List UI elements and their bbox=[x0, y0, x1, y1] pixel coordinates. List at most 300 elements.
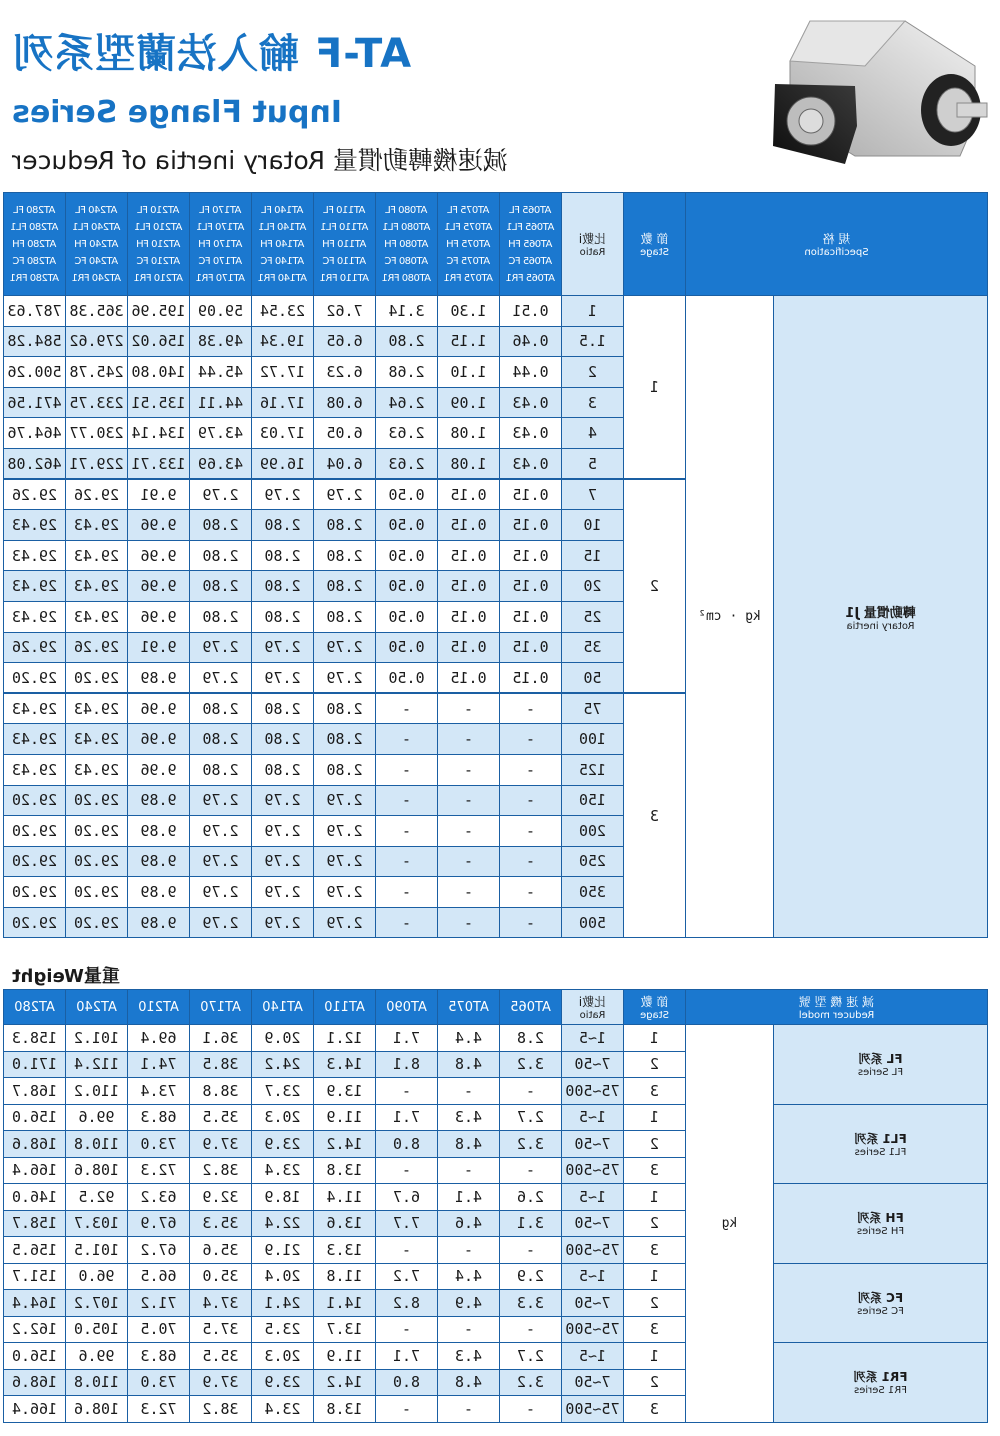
value-cell: 69.4 bbox=[127, 1025, 189, 1052]
ratio-cell: 25 bbox=[562, 601, 624, 632]
model-header bbox=[438, 193, 500, 296]
model-name: AT080 FL bbox=[385, 204, 428, 216]
value-cell: - bbox=[438, 907, 500, 938]
ratio-cell: 1.5 bbox=[562, 326, 624, 357]
model-name: AT170 FR1 bbox=[196, 272, 246, 284]
ratio-cell: 5 bbox=[562, 448, 624, 479]
value-cell: 4.8 bbox=[437, 1369, 499, 1396]
model-header: AT210 bbox=[127, 990, 189, 1025]
model-name: AT110 FL1 bbox=[320, 221, 369, 233]
model-name: AT210 FL1 bbox=[134, 221, 183, 233]
value-cell: 2.79 bbox=[190, 907, 252, 938]
model-name: AT075 FL1 bbox=[444, 221, 493, 233]
model-name: AT075 FH bbox=[446, 238, 491, 250]
stage-header-en: Stage bbox=[640, 247, 669, 258]
value-cell: 35.0 bbox=[189, 1263, 251, 1290]
inertia-table-title: 減速機轉動慣量 Rotary inertia of Reducer bbox=[12, 146, 508, 175]
value-cell: 29.43 bbox=[4, 754, 66, 785]
model-name: AT240 FR1 bbox=[72, 272, 122, 284]
value-cell: 13.6 bbox=[313, 1210, 375, 1237]
value-cell: 2.7 bbox=[499, 1343, 561, 1370]
value-cell: 166.4 bbox=[3, 1396, 65, 1423]
stage-header bbox=[624, 193, 686, 296]
reducer-model-header-cn: 減 速 機 型 號 bbox=[798, 995, 875, 1009]
value-cell: 0.15 bbox=[500, 571, 562, 602]
model-header: AT280 bbox=[3, 990, 65, 1025]
value-cell: 4.4 bbox=[437, 1025, 499, 1052]
value-cell: 8.1 bbox=[375, 1051, 437, 1078]
value-cell: 20.4 bbox=[251, 1263, 313, 1290]
value-cell: 8.0 bbox=[375, 1131, 437, 1158]
model-name: AT280 FH bbox=[12, 238, 57, 250]
value-cell: 171.0 bbox=[3, 1051, 65, 1078]
value-cell: 9.96 bbox=[128, 540, 190, 571]
model-name: AT080 FR1 bbox=[382, 272, 432, 284]
ratio-cell: 75~500 bbox=[561, 1316, 623, 1343]
ratio-cell: 75~500 bbox=[561, 1237, 623, 1264]
ratio-cell: 75~500 bbox=[561, 1396, 623, 1423]
value-cell: - bbox=[500, 816, 562, 847]
value-cell: 73.0 bbox=[127, 1131, 189, 1158]
ratio-header bbox=[562, 193, 624, 296]
stage-header bbox=[623, 990, 685, 1025]
model-name: AT140 FC bbox=[260, 255, 305, 267]
ratio-cell: 1~5 bbox=[561, 1184, 623, 1211]
value-cell: 29.43 bbox=[4, 510, 66, 541]
stage-cell: 2 bbox=[624, 479, 686, 693]
value-cell: 166.4 bbox=[3, 1157, 65, 1184]
value-cell: 101.5 bbox=[65, 1237, 127, 1264]
ratio-cell: 7~50 bbox=[561, 1369, 623, 1396]
value-cell: 2.79 bbox=[314, 785, 376, 816]
ratio-cell: 7~50 bbox=[561, 1131, 623, 1158]
model-header: AT090 bbox=[375, 990, 437, 1025]
value-cell: 16.99 bbox=[252, 448, 314, 479]
value-cell: 133.71 bbox=[128, 448, 190, 479]
value-cell: 2.79 bbox=[314, 877, 376, 908]
value-cell: 230.77 bbox=[66, 418, 128, 449]
model-name: AT080 FC bbox=[384, 255, 429, 267]
value-cell: 99.6 bbox=[65, 1343, 127, 1370]
value-cell: 0.51 bbox=[500, 296, 562, 327]
stage-cell: 1 bbox=[624, 296, 686, 480]
model-header: AT075 bbox=[437, 990, 499, 1025]
value-cell: 135.51 bbox=[128, 387, 190, 418]
value-cell: 36.1 bbox=[189, 1025, 251, 1052]
value-cell: 9.89 bbox=[128, 907, 190, 938]
weight-table bbox=[3, 989, 988, 1423]
value-cell: 9.96 bbox=[128, 754, 190, 785]
stage-header-en: Stage bbox=[640, 1010, 669, 1021]
value-cell: 21.9 bbox=[251, 1237, 313, 1264]
ratio-cell: 3 bbox=[562, 387, 624, 418]
value-cell: - bbox=[376, 816, 438, 847]
value-cell: 1.08 bbox=[438, 448, 500, 479]
model-header bbox=[190, 193, 252, 296]
model-name: AT170 FL1 bbox=[196, 221, 245, 233]
value-cell: 164.4 bbox=[3, 1290, 65, 1317]
ratio-cell: 250 bbox=[562, 846, 624, 877]
table-row bbox=[3, 1184, 987, 1211]
value-cell: 2.63 bbox=[376, 448, 438, 479]
value-cell: 2.80 bbox=[190, 510, 252, 541]
value-cell: 2.6 bbox=[499, 1184, 561, 1211]
value-cell: 0.15 bbox=[500, 601, 562, 632]
spec-header-en: Specification bbox=[804, 247, 869, 258]
value-cell: 23.4 bbox=[251, 1396, 313, 1423]
model-name: AT280 FL bbox=[13, 204, 56, 216]
ratio-header-cn: 比數i bbox=[578, 232, 607, 246]
value-cell: 7.1 bbox=[375, 1025, 437, 1052]
value-cell: 2.79 bbox=[252, 816, 314, 847]
table-row bbox=[3, 1104, 987, 1131]
value-cell: 0.15 bbox=[438, 632, 500, 663]
value-cell: - bbox=[499, 1396, 561, 1423]
stage-cell: 3 bbox=[623, 1078, 685, 1105]
value-cell: 0.50 bbox=[376, 510, 438, 541]
value-cell: 13.7 bbox=[313, 1316, 375, 1343]
value-cell: - bbox=[375, 1157, 437, 1184]
value-cell: 13.8 bbox=[313, 1396, 375, 1423]
value-cell: 49.38 bbox=[190, 326, 252, 357]
value-cell: 37.9 bbox=[189, 1131, 251, 1158]
value-cell: 3.1 bbox=[499, 1210, 561, 1237]
value-cell: 0.50 bbox=[376, 540, 438, 571]
model-header bbox=[128, 193, 190, 296]
value-cell: 158.3 bbox=[3, 1025, 65, 1052]
rotary-inertia-table bbox=[3, 192, 988, 938]
value-cell: 2.64 bbox=[376, 387, 438, 418]
value-cell: - bbox=[437, 1237, 499, 1264]
value-cell: 35.5 bbox=[189, 1343, 251, 1370]
value-cell: 29.43 bbox=[66, 510, 128, 541]
value-cell: 9.89 bbox=[128, 816, 190, 847]
value-cell: 29.43 bbox=[66, 601, 128, 632]
value-cell: 29.20 bbox=[66, 785, 128, 816]
value-cell: - bbox=[376, 785, 438, 816]
reducer-model-header bbox=[685, 990, 987, 1025]
value-cell: 2.80 bbox=[252, 540, 314, 571]
model-name: AT240 FL bbox=[75, 204, 118, 216]
value-cell: 19.34 bbox=[252, 326, 314, 357]
series-label-en: FH Series bbox=[856, 1226, 905, 1238]
value-cell: - bbox=[375, 1078, 437, 1105]
model-header bbox=[314, 193, 376, 296]
value-cell: 2.79 bbox=[252, 846, 314, 877]
value-cell: 37.9 bbox=[189, 1369, 251, 1396]
stage-header-cn: 節 數 bbox=[640, 995, 669, 1009]
table-row bbox=[3, 1025, 987, 1052]
value-cell: - bbox=[438, 816, 500, 847]
ratio-cell: 7~50 bbox=[561, 1290, 623, 1317]
value-cell: 99.6 bbox=[65, 1104, 127, 1131]
value-cell: - bbox=[500, 693, 562, 724]
value-cell: 156.0 bbox=[3, 1343, 65, 1370]
unit-cell: kg bbox=[685, 1025, 773, 1423]
value-cell: 2.80 bbox=[252, 571, 314, 602]
value-cell: 29.26 bbox=[66, 632, 128, 663]
value-cell: 2.80 bbox=[190, 540, 252, 571]
model-name: AT080 FH bbox=[384, 238, 429, 250]
model-name: AT075 FC bbox=[446, 255, 491, 267]
value-cell: 29.20 bbox=[4, 846, 66, 877]
series-label-en: FC Series bbox=[857, 1305, 904, 1317]
value-cell: 29.20 bbox=[4, 877, 66, 908]
value-cell: 72.3 bbox=[127, 1396, 189, 1423]
value-cell: 2.80 bbox=[314, 693, 376, 724]
value-cell: 2.68 bbox=[376, 357, 438, 388]
value-cell: 156.02 bbox=[128, 326, 190, 357]
value-cell: - bbox=[438, 846, 500, 877]
value-cell: 11.9 bbox=[313, 1104, 375, 1131]
value-cell: 0.15 bbox=[500, 510, 562, 541]
value-cell: 245.78 bbox=[66, 357, 128, 388]
model-name: AT280 FL1 bbox=[10, 221, 59, 233]
value-cell: 2.80 bbox=[252, 724, 314, 755]
value-cell: 9.89 bbox=[128, 663, 190, 694]
value-cell: 12.1 bbox=[313, 1025, 375, 1052]
value-cell: 2.79 bbox=[190, 632, 252, 663]
value-cell: 4.3 bbox=[437, 1104, 499, 1131]
value-cell: 146.0 bbox=[3, 1184, 65, 1211]
value-cell: 6.08 bbox=[314, 387, 376, 418]
ratio-header-en: Ratio bbox=[579, 247, 606, 258]
value-cell: 13.9 bbox=[313, 1078, 375, 1105]
ratio-cell: 7~50 bbox=[561, 1051, 623, 1078]
value-cell: 500.26 bbox=[4, 357, 66, 388]
model-name: AT065 FL1 bbox=[506, 221, 555, 233]
value-cell: 29.43 bbox=[66, 571, 128, 602]
value-cell: 38.2 bbox=[189, 1157, 251, 1184]
stage-cell: 2 bbox=[623, 1369, 685, 1396]
ratio-cell: 75 bbox=[562, 693, 624, 724]
value-cell: 103.7 bbox=[65, 1210, 127, 1237]
value-cell: 2.80 bbox=[252, 601, 314, 632]
value-cell: 29.43 bbox=[66, 754, 128, 785]
value-cell: - bbox=[376, 846, 438, 877]
stage-cell: 3 bbox=[623, 1316, 685, 1343]
value-cell: 29.20 bbox=[4, 785, 66, 816]
unit-cell: kg · cm² bbox=[686, 296, 774, 938]
table-row bbox=[4, 296, 988, 327]
stage-cell: 1 bbox=[623, 1263, 685, 1290]
value-cell: 2.79 bbox=[252, 877, 314, 908]
ratio-cell: 50 bbox=[562, 663, 624, 694]
value-cell: 168.7 bbox=[3, 1078, 65, 1105]
value-cell: 2.79 bbox=[190, 479, 252, 510]
value-cell: 365.38 bbox=[66, 296, 128, 327]
model-header: AT240 bbox=[65, 990, 127, 1025]
series-label-cn: FR1 系列 bbox=[853, 1370, 908, 1385]
ratio-header-en: Ratio bbox=[579, 1010, 606, 1021]
value-cell: 29.26 bbox=[66, 479, 128, 510]
model-name: AT110 FL bbox=[323, 204, 366, 216]
ratio-cell: 10 bbox=[562, 510, 624, 541]
value-cell: 2.80 bbox=[314, 571, 376, 602]
series-label-cn: FL1 系列 bbox=[854, 1131, 907, 1146]
value-cell: 23.54 bbox=[252, 296, 314, 327]
value-cell: 3.2 bbox=[499, 1369, 561, 1396]
value-cell: 22.4 bbox=[251, 1210, 313, 1237]
value-cell: 44.11 bbox=[190, 387, 252, 418]
series-label bbox=[774, 1104, 988, 1184]
value-cell: 20.9 bbox=[251, 1025, 313, 1052]
value-cell: 29.20 bbox=[4, 816, 66, 847]
value-cell: - bbox=[376, 754, 438, 785]
value-cell: 67.2 bbox=[127, 1237, 189, 1264]
value-cell: - bbox=[500, 785, 562, 816]
value-cell: 2.79 bbox=[252, 632, 314, 663]
value-cell: 71.2 bbox=[127, 1290, 189, 1317]
ratio-cell: 500 bbox=[562, 907, 624, 938]
value-cell: 67.9 bbox=[127, 1210, 189, 1237]
value-cell: 3.2 bbox=[499, 1131, 561, 1158]
value-cell: 7.7 bbox=[375, 1210, 437, 1237]
value-cell: - bbox=[437, 1157, 499, 1184]
value-cell: 18.9 bbox=[251, 1184, 313, 1211]
value-cell: 66.5 bbox=[127, 1263, 189, 1290]
value-cell: 2.80 bbox=[190, 601, 252, 632]
value-cell: - bbox=[437, 1396, 499, 1423]
value-cell: 9.91 bbox=[128, 632, 190, 663]
series-label bbox=[774, 1263, 988, 1343]
value-cell: 2.80 bbox=[314, 601, 376, 632]
value-cell: 63.2 bbox=[127, 1184, 189, 1211]
value-cell: - bbox=[500, 907, 562, 938]
value-cell: 29.43 bbox=[66, 693, 128, 724]
value-cell: 2.80 bbox=[190, 693, 252, 724]
value-cell: - bbox=[376, 907, 438, 938]
value-cell: 2.79 bbox=[314, 663, 376, 694]
stage-cell: 1 bbox=[623, 1104, 685, 1131]
value-cell: 29.43 bbox=[4, 724, 66, 755]
value-cell: 9.96 bbox=[128, 724, 190, 755]
value-cell: 0.15 bbox=[438, 540, 500, 571]
value-cell: 14.1 bbox=[313, 1290, 375, 1317]
value-cell: 0.15 bbox=[438, 601, 500, 632]
value-cell: 68.3 bbox=[127, 1104, 189, 1131]
value-cell: 29.20 bbox=[66, 663, 128, 694]
value-cell: 112.4 bbox=[65, 1051, 127, 1078]
value-cell: - bbox=[437, 1078, 499, 1105]
value-cell: 20.3 bbox=[251, 1104, 313, 1131]
stage-cell: 3 bbox=[623, 1237, 685, 1264]
value-cell: 158.7 bbox=[3, 1210, 65, 1237]
value-cell: 4.6 bbox=[437, 1210, 499, 1237]
value-cell: 140.80 bbox=[128, 357, 190, 388]
stage-cell: 2 bbox=[623, 1290, 685, 1317]
model-name: AT110 FR1 bbox=[320, 272, 370, 284]
value-cell: 29.20 bbox=[66, 907, 128, 938]
model-name: AT140 FR1 bbox=[258, 272, 308, 284]
value-cell: 9.89 bbox=[128, 877, 190, 908]
table-row bbox=[3, 1343, 987, 1370]
value-cell: 17.72 bbox=[252, 357, 314, 388]
value-cell: 0.15 bbox=[438, 663, 500, 694]
value-cell: - bbox=[500, 846, 562, 877]
model-header: AT140 bbox=[251, 990, 313, 1025]
value-cell: 2.80 bbox=[314, 540, 376, 571]
model-name: AT075 FR1 bbox=[444, 272, 494, 284]
value-cell: 2.79 bbox=[252, 907, 314, 938]
value-cell: 2.79 bbox=[314, 907, 376, 938]
value-cell: 23.4 bbox=[251, 1157, 313, 1184]
value-cell: 29.43 bbox=[4, 601, 66, 632]
value-cell: 29.20 bbox=[66, 816, 128, 847]
value-cell: 13.8 bbox=[313, 1157, 375, 1184]
value-cell: 6.65 bbox=[314, 326, 376, 357]
value-cell: 156.0 bbox=[3, 1104, 65, 1131]
series-label-en: FL Series bbox=[857, 1067, 904, 1079]
model-header: AT110 bbox=[313, 990, 375, 1025]
value-cell: 37.4 bbox=[189, 1290, 251, 1317]
value-cell: 11.9 bbox=[313, 1343, 375, 1370]
ratio-cell: 200 bbox=[562, 816, 624, 847]
value-cell: 38.8 bbox=[189, 1078, 251, 1105]
value-cell: 29.26 bbox=[4, 632, 66, 663]
value-cell: 11.4 bbox=[313, 1184, 375, 1211]
model-name: AT140 FL bbox=[261, 204, 304, 216]
model-name: AT280 FR1 bbox=[10, 272, 60, 284]
value-cell: 9.96 bbox=[128, 571, 190, 602]
page-title: AT-F 輸入法蘭型系列 bbox=[12, 31, 412, 77]
value-cell: 7.1 bbox=[375, 1104, 437, 1131]
value-cell: 168.6 bbox=[3, 1369, 65, 1396]
model-name: AT075 FL bbox=[447, 204, 490, 216]
value-cell: - bbox=[376, 724, 438, 755]
value-cell: 4.9 bbox=[437, 1290, 499, 1317]
value-cell: 0.44 bbox=[500, 357, 562, 388]
model-header bbox=[4, 193, 66, 296]
value-cell: 23.9 bbox=[251, 1369, 313, 1396]
ratio-cell: 1~5 bbox=[561, 1104, 623, 1131]
model-name: AT080 FL1 bbox=[382, 221, 431, 233]
model-name: AT170 FL bbox=[199, 204, 242, 216]
table-row bbox=[3, 1263, 987, 1290]
value-cell: 35.5 bbox=[189, 1104, 251, 1131]
value-cell: - bbox=[375, 1237, 437, 1264]
series-label-cn: FH 系列 bbox=[857, 1211, 904, 1226]
value-cell: 2.80 bbox=[314, 754, 376, 785]
value-cell: 73.4 bbox=[127, 1078, 189, 1105]
value-cell: 23.7 bbox=[251, 1078, 313, 1105]
value-cell: 35.6 bbox=[189, 1237, 251, 1264]
value-cell: 1.30 bbox=[438, 296, 500, 327]
reducer-model-header-en: Reducer model bbox=[798, 1010, 875, 1021]
ratio-cell: 1~5 bbox=[561, 1263, 623, 1290]
model-header bbox=[376, 193, 438, 296]
value-cell: 37.5 bbox=[189, 1316, 251, 1343]
model-header bbox=[66, 193, 128, 296]
value-cell: 2.80 bbox=[190, 754, 252, 785]
value-cell: 29.43 bbox=[4, 693, 66, 724]
value-cell: 23.9 bbox=[251, 1131, 313, 1158]
value-cell: 151.7 bbox=[3, 1263, 65, 1290]
ratio-cell: 125 bbox=[562, 754, 624, 785]
gearbox-product-illustration bbox=[767, 6, 995, 171]
ratio-cell: 7~50 bbox=[561, 1210, 623, 1237]
ratio-cell: 20 bbox=[562, 571, 624, 602]
value-cell: 108.6 bbox=[65, 1157, 127, 1184]
value-cell: 96.0 bbox=[65, 1263, 127, 1290]
ratio-cell: 350 bbox=[562, 877, 624, 908]
value-cell: 6.23 bbox=[314, 357, 376, 388]
ratio-header bbox=[561, 990, 623, 1025]
value-cell: 43.79 bbox=[190, 418, 252, 449]
value-cell: 4.1 bbox=[437, 1184, 499, 1211]
ratio-cell: 2 bbox=[562, 357, 624, 388]
model-name: AT065 FR1 bbox=[506, 272, 556, 284]
